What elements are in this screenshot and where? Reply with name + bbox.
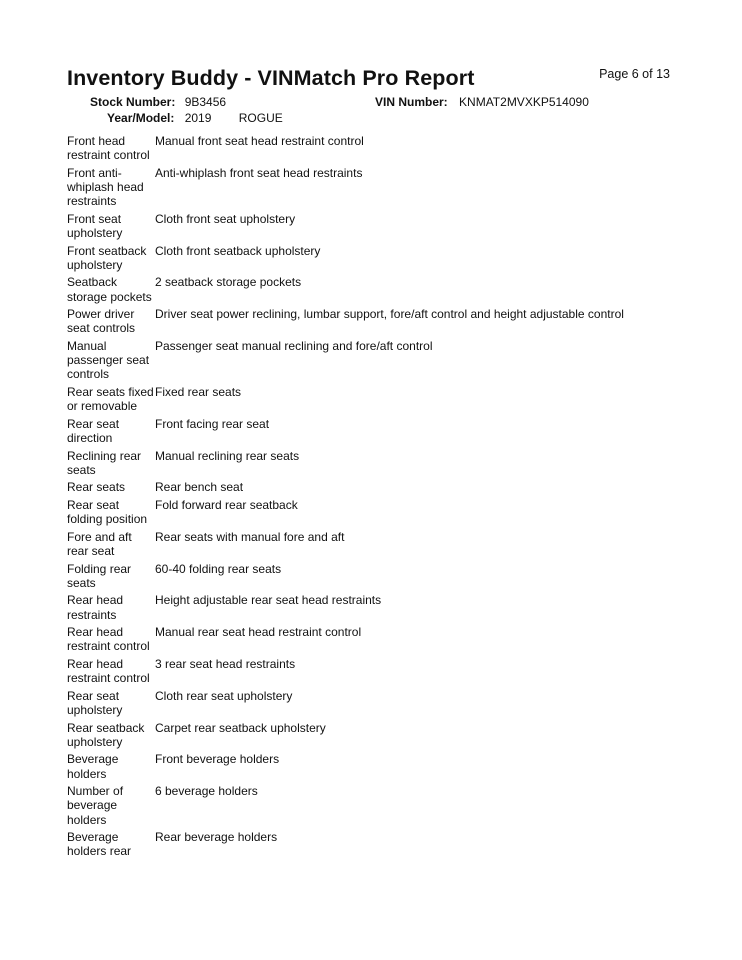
feature-value: Rear bench seat [155, 480, 244, 495]
feature-value: Cloth front seat upholstery [155, 211, 296, 226]
feature-key: Beverage holders rear [67, 830, 132, 859]
year-model-label: Year/Model: [107, 111, 175, 125]
feature-row [67, 752, 707, 780]
feature-value: Front beverage holders [155, 752, 280, 767]
feature-value: Fold forward rear seatback [155, 497, 298, 512]
feature-row [67, 134, 707, 162]
page-number: Page 6 of 13 [599, 67, 670, 81]
feature-key: Number of beverage holders [67, 784, 124, 827]
stock-number-label: Stock Number: [90, 95, 176, 109]
feature-row [67, 530, 707, 558]
feature-key: Rear seatback upholstery [67, 720, 145, 749]
feature-key: Beverage holders [67, 752, 119, 781]
feature-key: Rear head restraints [67, 593, 124, 622]
feature-key: Folding rear seats [67, 561, 132, 590]
feature-row [67, 625, 707, 653]
feature-row [67, 275, 707, 303]
feature-key: Front seat upholstery [67, 211, 123, 240]
feature-row [67, 689, 707, 717]
feature-value: Front facing rear seat [155, 416, 270, 431]
feature-row [67, 593, 707, 621]
vin-number [375, 95, 589, 109]
feature-key: Rear seat direction [67, 416, 120, 445]
feature-value: 6 beverage holders [155, 784, 258, 799]
feature-list [67, 134, 707, 862]
feature-row [67, 562, 707, 590]
year-value: 2019 [184, 111, 212, 125]
feature-row [67, 385, 707, 413]
feature-key: Rear seats [67, 480, 126, 495]
feature-key: Front head restraint control [67, 134, 150, 163]
report-title: Inventory Buddy - VINMatch Pro Report [67, 66, 475, 90]
feature-key: Rear seat folding position [67, 497, 148, 527]
feature-value: Height adjustable rear seat head restraints [155, 593, 382, 608]
feature-row [67, 830, 707, 858]
feature-value: Manual rear seat head restraint control [155, 625, 362, 640]
feature-value: Cloth front seatback upholstery [155, 243, 321, 258]
feature-row [67, 339, 707, 382]
feature-key: Rear seat upholstery [67, 688, 123, 717]
feature-key: Rear head restraint control [67, 656, 150, 686]
feature-row [67, 657, 707, 685]
stock-number [90, 95, 226, 109]
model-value: ROGUE [238, 111, 283, 125]
vin-number-label: VIN Number: [375, 95, 448, 109]
feature-key: Manual passenger seat controls [67, 338, 150, 382]
feature-value: 60-40 folding rear seats [155, 561, 282, 576]
vin-number-value: KNMAT2MVXKP514090 [459, 95, 589, 109]
feature-value: Manual reclining rear seats [155, 448, 300, 463]
feature-row [67, 166, 707, 209]
feature-key: Front seatback upholstery [67, 243, 147, 272]
feature-key: Seatback storage pockets [67, 275, 152, 304]
feature-row [67, 307, 707, 335]
feature-value: Manual front seat head restraint control [155, 134, 364, 148]
stock-number-value: 9B3456 [184, 95, 227, 109]
feature-value: Driver seat power reclining, lumbar support, fore/aft control and height adjustable control [155, 307, 624, 322]
feature-value: Carpet rear seatback upholstery [155, 720, 326, 735]
feature-key: Reclining rear seats [67, 448, 142, 477]
feature-row [67, 244, 707, 272]
feature-row [67, 480, 707, 494]
feature-key: Rear seats fixed or removable [67, 384, 154, 414]
feature-value: Fixed rear seats [155, 384, 242, 399]
feature-value: 3 rear seat head restraints [155, 656, 296, 671]
feature-value: Passenger seat manual reclining and fore/aft control [155, 338, 433, 353]
feature-value: Anti-whiplash front seat head restraints [155, 165, 363, 180]
feature-row [67, 212, 707, 240]
year-model [107, 111, 283, 125]
feature-row [67, 417, 707, 445]
feature-key: Front anti-whiplash head restraints [67, 165, 144, 209]
feature-value: Cloth rear seat upholstery [155, 688, 293, 703]
feature-row [67, 721, 707, 749]
feature-key: Power driver seat controls [67, 307, 136, 336]
feature-row [67, 498, 707, 526]
feature-value: 2 seatback storage pockets [155, 275, 302, 290]
feature-row [67, 784, 707, 827]
feature-key: Fore and aft rear seat [67, 529, 132, 558]
feature-key: Rear head restraint control [67, 625, 150, 654]
feature-value: Rear beverage holders [155, 830, 278, 845]
feature-value: Rear seats with manual fore and aft [155, 529, 345, 544]
feature-row [67, 449, 707, 477]
